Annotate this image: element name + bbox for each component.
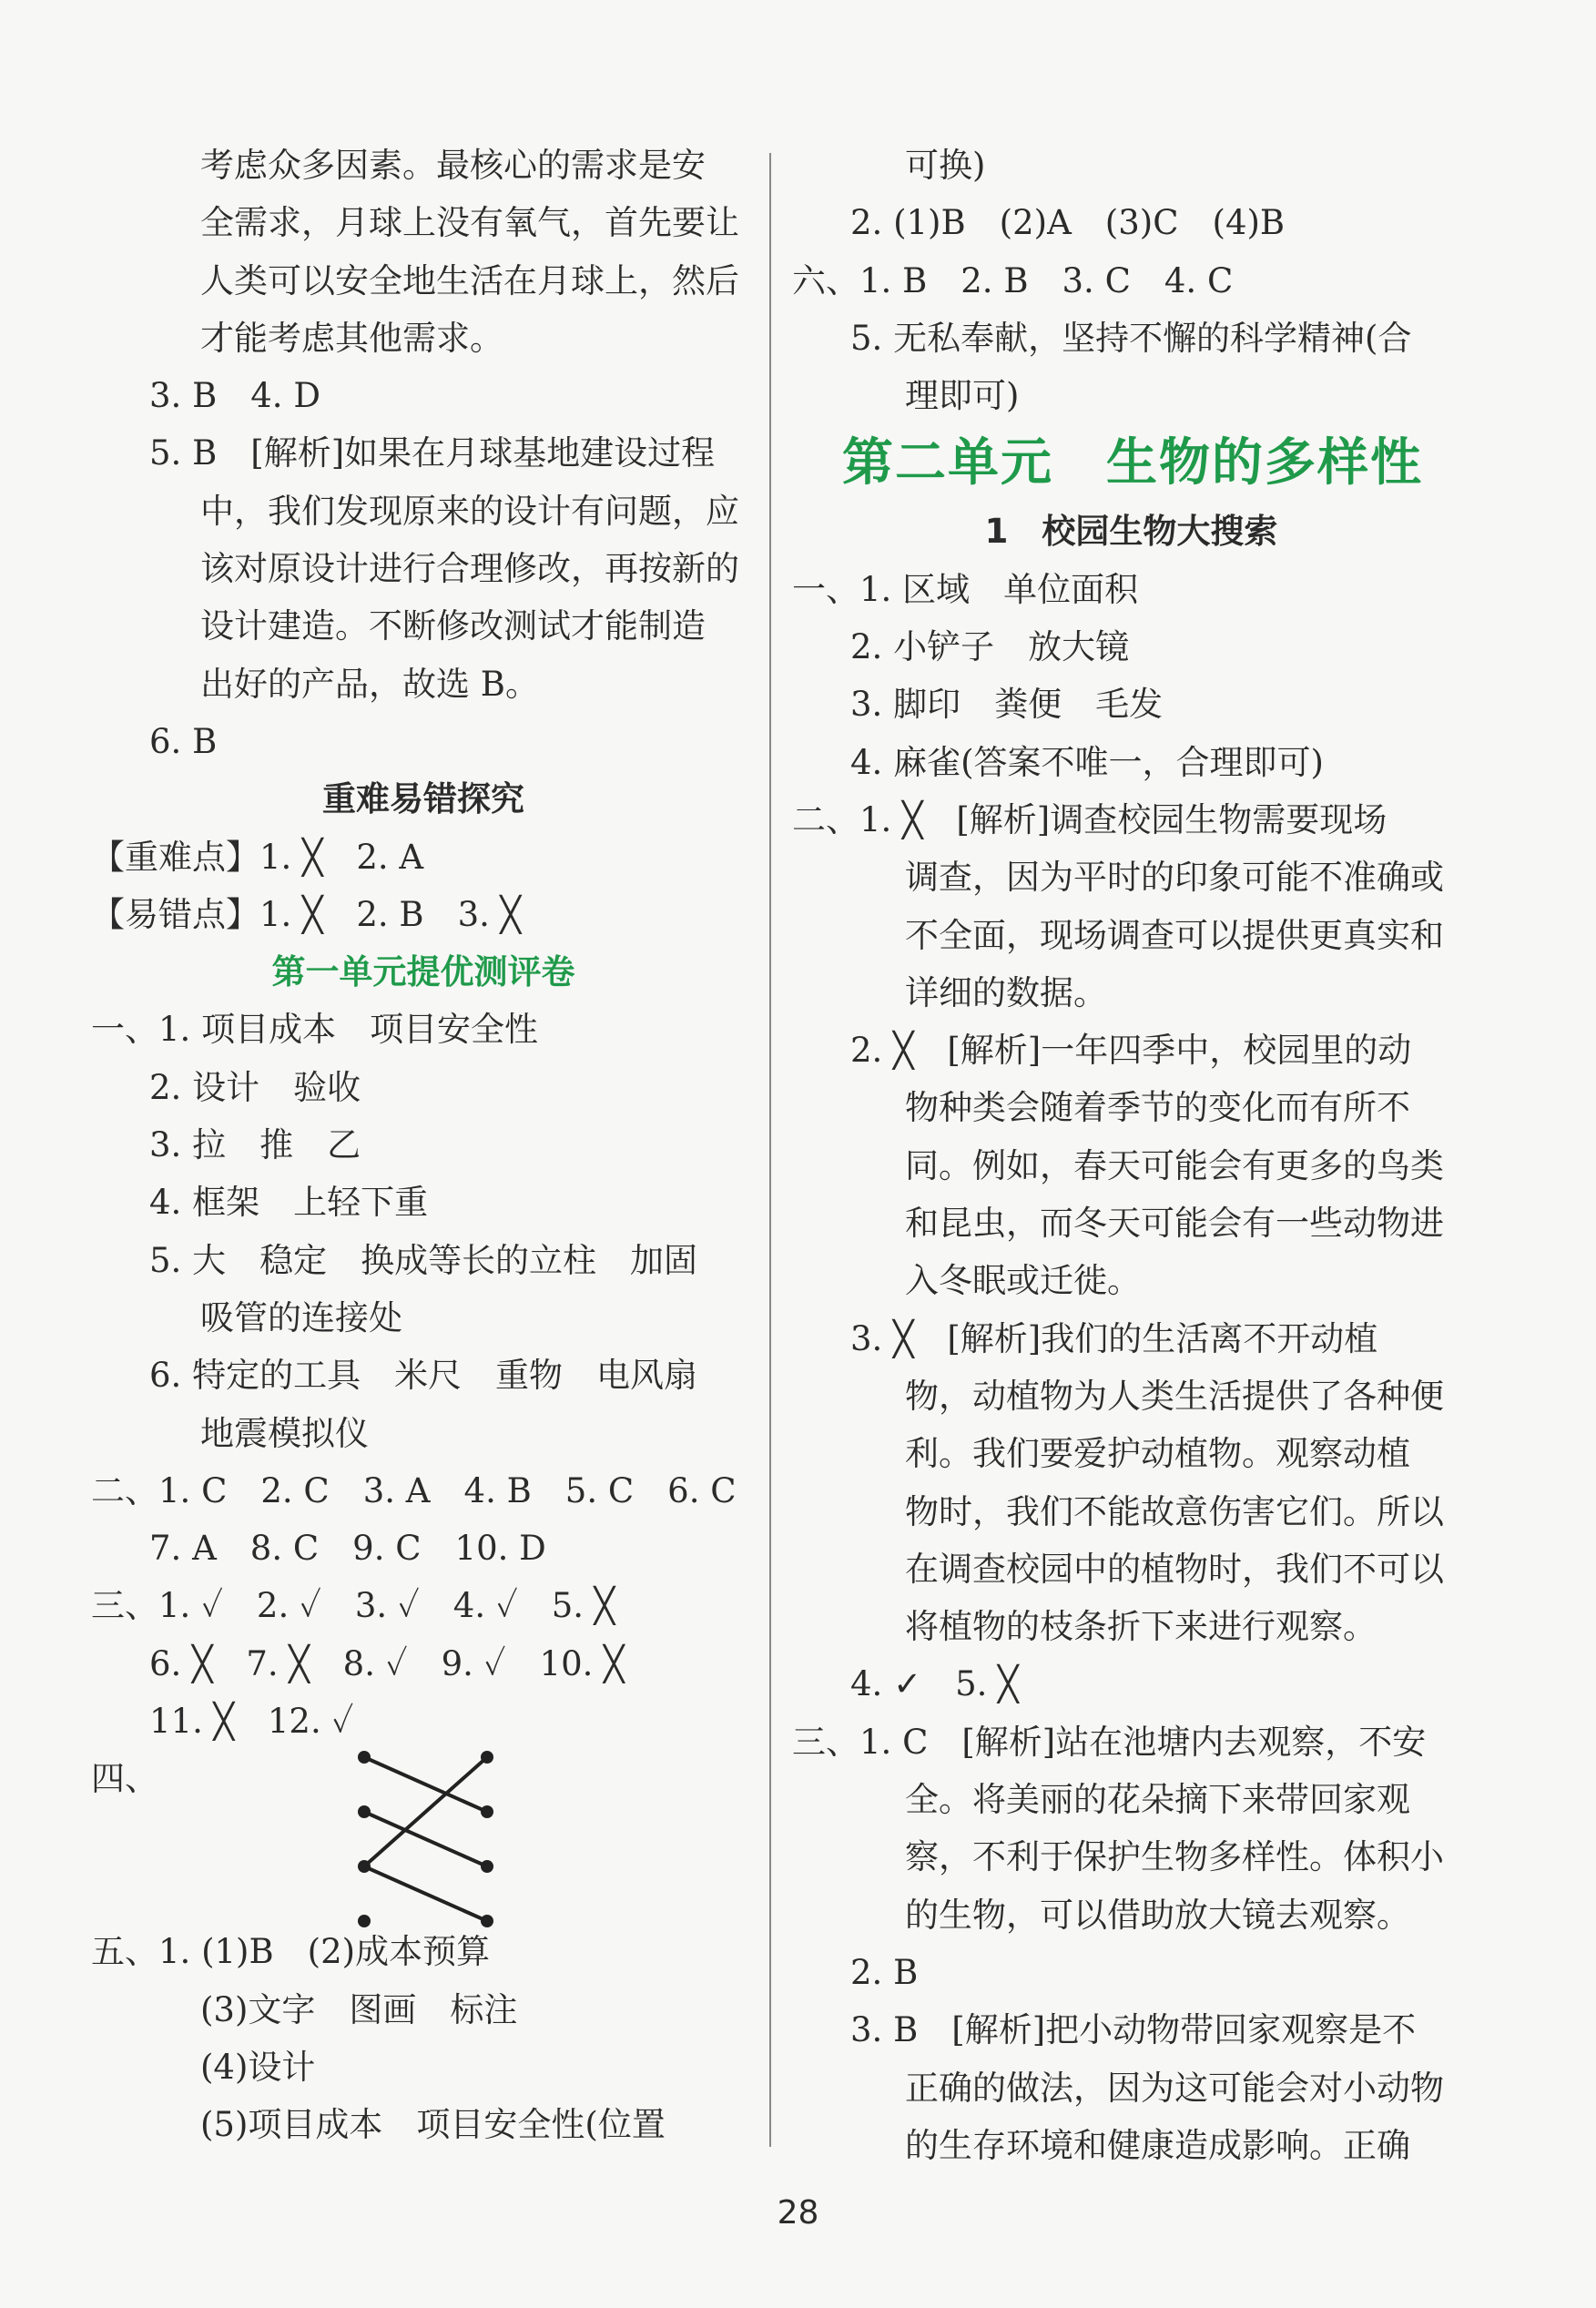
answer-line: 中，我们发现原来的设计有问题，应 (200, 491, 739, 531)
answer-line: (4)设计 (200, 2047, 316, 2087)
answer-line: 二、1. C 2. C 3. A 4. B 5. C 6. C (91, 1470, 737, 1510)
answer-line: 7. A 8. C 9. C 10. D (149, 1529, 546, 1569)
answer-line: 物，动植物为人类生活提供了各种便 (905, 1376, 1444, 1416)
answer-line: 该对原设计进行合理修改，再按新的 (200, 549, 739, 589)
answer-line: 3. 拉 推 乙 (149, 1125, 361, 1165)
answer-line: 3. B 4. D (149, 376, 320, 416)
right-answers-bottom (792, 561, 1470, 2174)
answer-line: 6. 特定的工具 米尺 重物 电风扇 (149, 1356, 698, 1396)
answer-line: 一、1. 区域 单位面积 (792, 569, 1139, 609)
answer-line: 2. 小铲子 放大镜 (850, 627, 1130, 667)
answer-line: 4. ✓ 5. ╳ (850, 1664, 1019, 1704)
answer-line: 三、1. C [解析]站在池塘内去观察，不安 (792, 1722, 1427, 1762)
answer-line: 正确的做法，因为这可能会对小动物 (905, 2068, 1444, 2108)
unit-title: 第二单元 生物的多样性 (842, 433, 1423, 493)
answer-line: 可换) (905, 146, 986, 185)
answer-line: 人类可以安全地生活在月球上，然后 (200, 260, 739, 300)
answer-line: 3. B [解析]把小动物带回家观察是不 (850, 2010, 1417, 2050)
answer-line: 的生物，可以借助放大镜去观察。 (905, 1895, 1410, 1935)
section-title: 重难易错探究 (322, 779, 524, 819)
answer-line: 【重难点】1. ╳ 2. A (91, 837, 424, 877)
answer-line: 五、1. (1)B (2)成本预算 (91, 1932, 491, 1972)
answer-line: 一、1. 项目成本 项目安全性 (91, 1010, 539, 1050)
answer-line: 二、1. ╳ [解析]调查校园生物需要现场 (792, 799, 1388, 839)
answer-line: 不全面，现场调查可以提供更真实和 (905, 915, 1444, 955)
answer-line: 5. 无私奉献，坚持不懈的科学精神(合 (850, 318, 1412, 358)
answer-line: 四、 (91, 1759, 158, 1799)
answer-line: 同。例如，春天可能会有更多的鸟类 (905, 1145, 1444, 1185)
answer-line: 地震模拟仪 (200, 1413, 369, 1453)
answer-line: (5)项目成本 项目安全性(位置 (200, 2105, 666, 2145)
answer-line: 物时，我们不能故意伤害它们。所以 (905, 1491, 1444, 1531)
answer-line: 调查，因为平时的印象可能不准确或 (905, 858, 1444, 898)
right-column (792, 137, 1470, 2174)
answer-line: 在调查校园中的植物时，我们不可以 (905, 1549, 1444, 1589)
answer-line: 六、1. B 2. B 3. C 4. C (792, 260, 1234, 300)
lesson-title: 1 校园生物大搜索 (984, 512, 1278, 552)
answer-line: 利。我们要爱护动植物。观察动植 (905, 1434, 1410, 1474)
answer-line: 将植物的枝条折下来进行观察。 (905, 1607, 1377, 1647)
answer-line: 三、1. ✓ 2. ✓ 3. ✓ 4. ✓ 5. ╳ (91, 1586, 615, 1626)
answer-line: 2. B (850, 1952, 919, 1992)
page-number: 28 (777, 2194, 819, 2232)
answer-line: 详细的数据。 (905, 972, 1107, 1012)
answer-line: 出好的产品，故选 B。 (200, 664, 539, 704)
answer-line: 6. B (149, 721, 218, 761)
answer-line: 2. ╳ [解析]一年四季中，校园里的动 (850, 1031, 1412, 1071)
answer-line: 理即可) (905, 376, 1020, 416)
answer-line: 考虑众多因素。最核心的需求是安 (200, 146, 706, 185)
section-title: 第一单元提优测评卷 (271, 952, 575, 992)
column-divider (769, 153, 771, 2147)
answer-line: 才能考虑其他需求。 (200, 318, 503, 358)
answer-line: 全需求，月球上没有氧气，首先要让 (200, 203, 739, 243)
answer-line: 和昆虫，而冬天可能会有一些动物进 (905, 1204, 1444, 1244)
answer-line: 6. ╳ 7. ╳ 8. ✓ 9. ✓ 10. ╳ (149, 1643, 625, 1683)
answer-line: 入冬眠或迁徙。 (905, 1261, 1141, 1301)
answer-line: 3. 脚印 粪便 毛发 (850, 685, 1164, 725)
answer-line: 察，不利于保护生物多样性。体积小 (905, 1837, 1444, 1877)
answer-line: 5. 大 稳定 换成等长的立柱 加固 (149, 1240, 698, 1280)
answer-line: 2. (1)B (2)A (3)C (4)B (850, 203, 1286, 243)
answer-line: 3. ╳ [解析]我们的生活离不开动植 (850, 1318, 1378, 1358)
right-answers-top (792, 137, 1470, 424)
answer-line: 全。将美丽的花朵摘下来带回家观 (905, 1780, 1410, 1820)
answer-line: 【易错点】1. ╳ 2. B 3. ╳ (91, 894, 521, 934)
answer-line: 4. 框架 上轻下重 (149, 1183, 429, 1223)
answer-line: 5. B [解析]如果在月球基地建设过程 (149, 433, 716, 473)
answer-line: 11. ╳ 12. ✓ (149, 1702, 354, 1742)
answer-line: 2. 设计 验收 (149, 1067, 361, 1107)
answer-line: 设计建造。不断修改测试才能制造 (200, 606, 706, 646)
answer-line: 的生存环境和健康造成影响。正确 (905, 2125, 1410, 2165)
answer-line: 物种类会随着季节的变化而有所不 (905, 1088, 1410, 1128)
answer-line: 吸管的连接处 (200, 1297, 402, 1337)
matching-diagram (355, 1748, 501, 1930)
answer-line: 4. 麻雀(答案不唯一，合理即可) (850, 742, 1324, 782)
answer-line: (3)文字 图画 标注 (200, 1989, 518, 2029)
